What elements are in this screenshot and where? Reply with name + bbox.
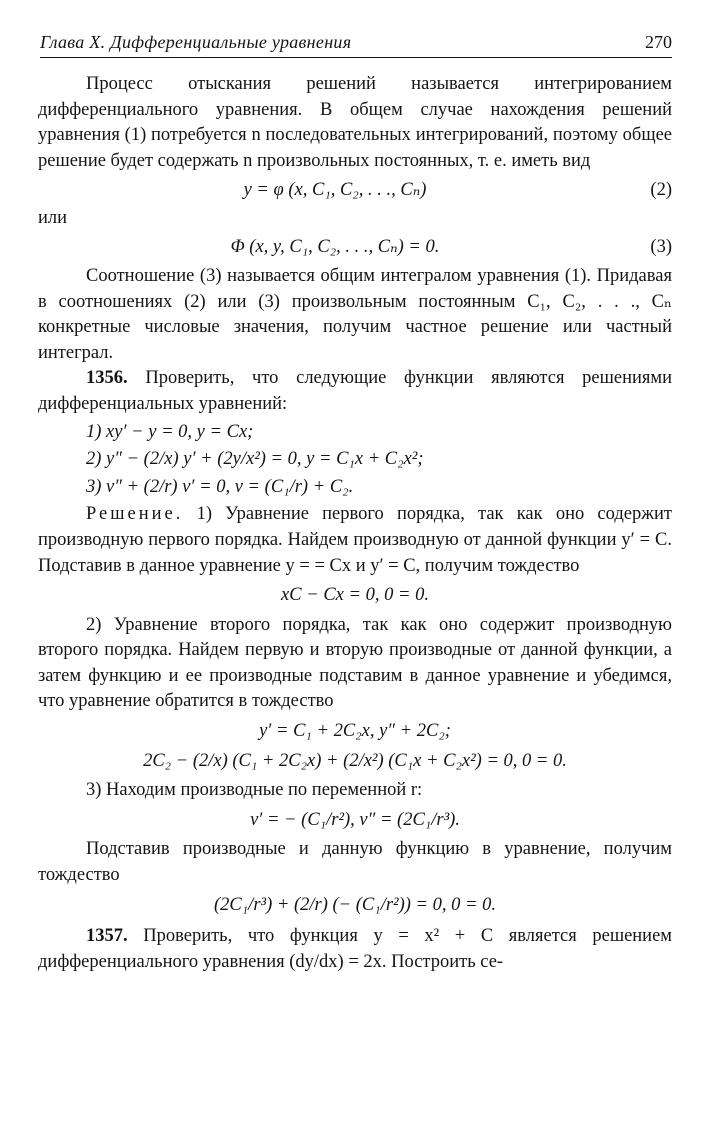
page-header — [40, 30, 672, 58]
problem-1356-text: Проверить, что следующие функции являются решениями дифференциальных уравнений: — [38, 368, 672, 414]
equation-3-number: (3) — [650, 237, 672, 258]
solution-1-text: 1) Уравнение первого порядка, так как оно содержит производную первого порядка. Найдем производную от данной функции y′ = C. Подставив в данное уравнение y = = Cx и y′ = C, получим тождество — [38, 504, 672, 576]
page-number: 270 — [645, 32, 672, 52]
equation-2 — [38, 176, 672, 204]
problem-1356-number: 1356. — [86, 368, 128, 389]
equation-3-text: Φ (x, y, C₁, C₂, . . ., Cₙ) = 0. — [230, 237, 440, 258]
equation-3 — [38, 234, 672, 262]
problem-1356 — [38, 366, 672, 417]
item-2: 2) y″ − (2/x) y′ + (2y/x²) = 0, y = C₁x + C₂x²; — [86, 449, 424, 470]
solution-3-equation-1: v′ = − (C₁/r²), v″ = (2C₁/r³). — [250, 809, 460, 830]
word-or: или — [38, 208, 68, 229]
paragraph-intro: Процесс отыскания решений называется интегрированием дифференциального уравнения. В общем случае нахождения решений уравнения (1) потребуется n последовательных интегрирований, поэтому общее решение будет содержать n произвольных постоянных, т. е. иметь вид — [38, 74, 672, 171]
chapter-title: Глава X. Дифференциальные уравнения — [40, 32, 352, 52]
item-1: 1) xy′ − y = 0, y = Cx; — [86, 421, 254, 442]
solution-part-2: 2) Уравнение второго порядка, так как оно содержит производную второго порядка. Найдем первую и вторую производные от данной функции, а затем функцию и ее производные подставим в данное уравнение и убедимся, что уравнение обратится в тождество — [38, 614, 672, 712]
page-content — [38, 72, 672, 975]
problem-1357-text: Проверить, что функция y = x² + C является решением дифференциального уравнения (dy/dx) = 2x. Построить се- — [38, 926, 673, 972]
solution-part-1 — [38, 502, 672, 579]
equation-2-number: (2) — [650, 179, 672, 200]
paragraph-general-integral: Соотношение (3) называется общим интегралом уравнения (1). Придавая в соотношениях (2) или (3) произвольным постоянным C₁, C₂, . . ., Cₙ конкретные числовые значения, получим частное решение или частный интеграл. — [38, 265, 672, 363]
problem-1357-number: 1357. — [86, 926, 128, 947]
solution-3-text: Подставив производные и данную функцию в уравнение, получим тождество — [38, 839, 672, 886]
solution-label: Решение. — [86, 504, 184, 525]
item-3: 3) v″ + (2/r) v′ = 0, v = (C₁/r) + C₂. — [86, 476, 354, 497]
problem-1357 — [38, 924, 672, 975]
solution-1-equation: xC − Cx = 0, 0 = 0. — [281, 585, 429, 606]
equation-2-text: y = φ (x, C₁, C₂, . . ., Cₙ) — [243, 179, 427, 200]
solution-2-equation-2: 2C₂ − (2/x) (C₁ + 2C₂x) + (2/x²) (C₁x + C₂x²) = 0, 0 = 0. — [143, 750, 567, 771]
solution-2-equation-1: y′ = C₁ + 2C₂x, y″ + 2C₂; — [259, 721, 451, 742]
solution-part-3: 3) Находим производные по переменной r: — [86, 780, 423, 801]
solution-3-equation-2: (2C₁/r³) + (2/r) (− (C₁/r²)) = 0, 0 = 0. — [214, 894, 496, 915]
